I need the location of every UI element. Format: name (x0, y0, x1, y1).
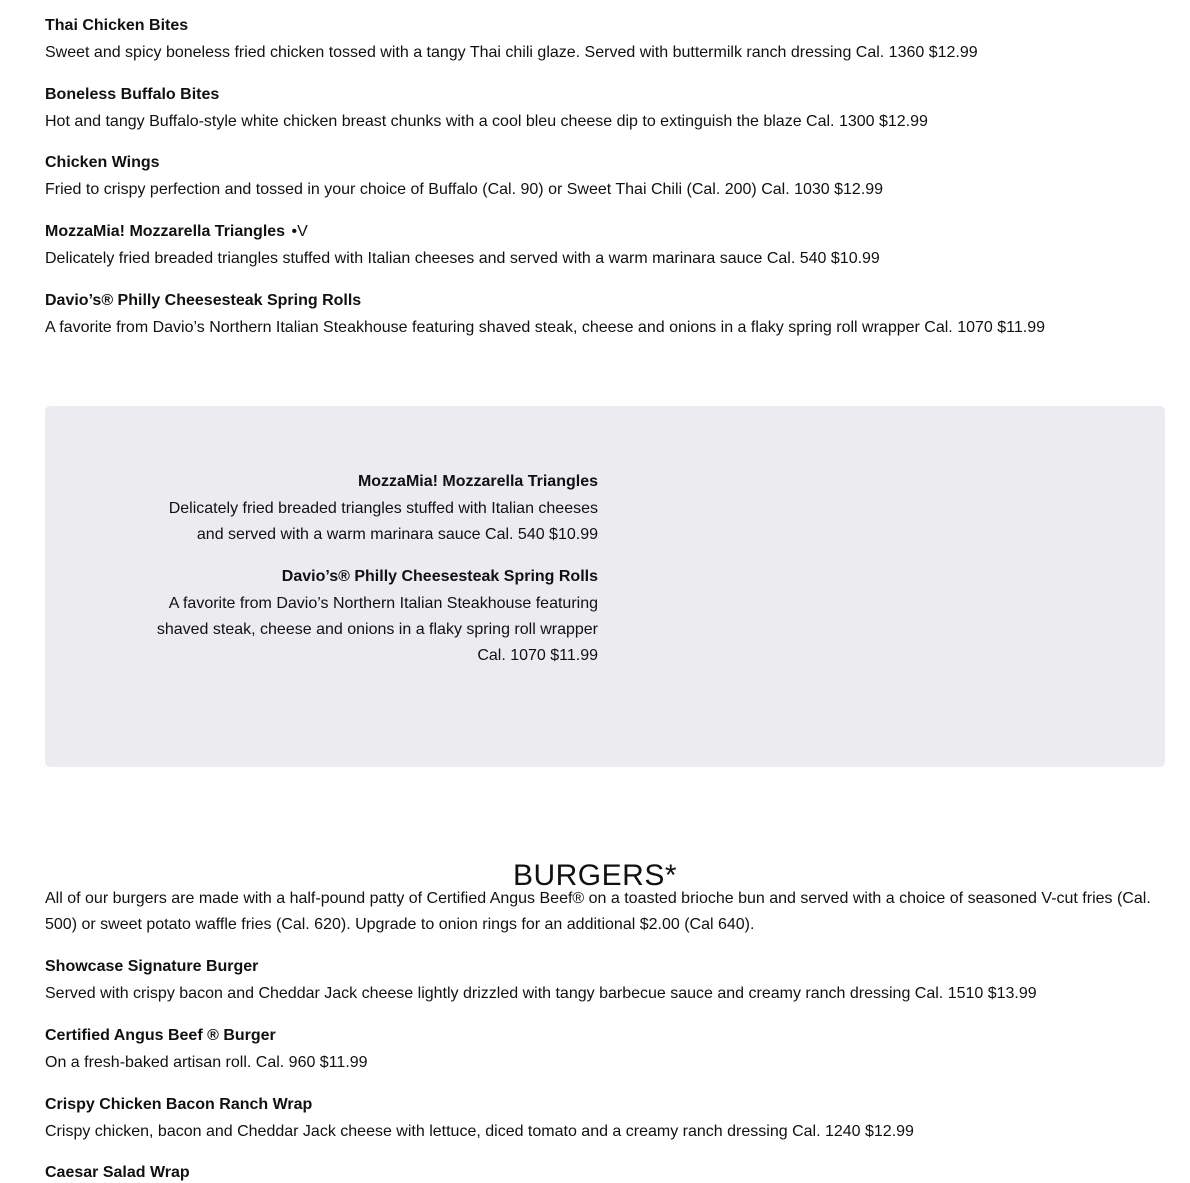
menu-item-caesar-salad-wrap (45, 1163, 1155, 1183)
menu-item-philly-spring-rolls (45, 291, 1155, 341)
item-name: Chicken Wings (45, 154, 160, 171)
section-intro: All of our burgers are made with a half-pound patty of Certified Angus Beef® on a toasted brioche bun and served with a choice of seasoned V-cut fries (Cal. 500) or sweet potato waffle fries (Cal. 620). Upgrade to onion rings for an additional $2.00 (Cal 640). (45, 890, 1151, 933)
featured-item-mozzarella-triangles (138, 472, 598, 548)
menu-item-boneless-buffalo-bites (45, 85, 1155, 135)
item-name: Showcase Signature Burger (45, 958, 259, 975)
item-name: Crispy Chicken Bacon Ranch Wrap (45, 1096, 313, 1113)
item-name: Thai Chicken Bites (45, 17, 189, 34)
section-heading-burgers: BURGERS* (512, 858, 678, 892)
vegetarian-badge: •V (291, 223, 308, 240)
menu-item-chicken-wings (45, 153, 1155, 203)
item-name: Caesar Salad Wrap (45, 1164, 190, 1181)
item-name: Boneless Buffalo Bites (45, 86, 220, 103)
item-description: Hot and tangy Buffalo-style white chicken breast chunks with a cool bleu cheese dip to extinguish the blaze Cal. 1300 $12.99 (45, 113, 928, 130)
item-description: Delicately fried breaded triangles stuffed with Italian cheeses and served with a warm marinara sauce Cal. 540 $10.99 (168, 500, 598, 543)
menu-item-mozzarella-triangles (45, 222, 1155, 272)
item-description: Fried to crispy perfection and tossed in your choice of Buffalo (Cal. 90) or Sweet Thai Chili (Cal. 200) Cal. 1030 $12.99 (45, 181, 884, 198)
menu-item-chicken-bacon-ranch-wrap (45, 1095, 1155, 1145)
item-description: A favorite from Davio’s Northern Italian Steakhouse featuring shaved steak, cheese and onions in a flaky spring roll wrapper Cal. 1070 $11.99 (45, 319, 1045, 336)
item-name: Davio’s® Philly Cheesesteak Spring Rolls (281, 568, 598, 585)
item-description: Delicately fried breaded triangles stuffed with Italian cheeses and served with a warm marinara sauce Cal. 540 $10.99 (45, 250, 880, 267)
item-description: Crispy chicken, bacon and Cheddar Jack cheese with lettuce, diced tomato and a creamy ranch dressing Cal. 1240 $12.99 (45, 1123, 914, 1140)
item-name: Certified Angus Beef ® Burger (45, 1027, 276, 1044)
item-name: Davio’s® Philly Cheesesteak Spring Rolls (45, 292, 362, 309)
item-name-row (45, 222, 1155, 242)
menu-item-thai-chicken-bites (45, 16, 1155, 66)
item-description: On a fresh-baked artisan roll. Cal. 960 $11.99 (45, 1054, 368, 1071)
item-name: MozzaMia! Mozzarella Triangles (45, 223, 286, 240)
menu-item-showcase-signature-burger (45, 957, 1155, 1007)
item-description: Sweet and spicy boneless fried chicken tossed with a tangy Thai chili glaze. Served with buttermilk ranch dressing Cal. 1360 $12.99 (45, 44, 978, 61)
featured-item-philly-spring-rolls (138, 567, 598, 669)
menu-item-angus-beef-burger (45, 1026, 1155, 1076)
item-description: A favorite from Davio’s Northern Italian Steakhouse featuring shaved steak, cheese and onions in a flaky spring roll wrapper Cal. 1070 $11.99 (156, 595, 598, 664)
item-name: MozzaMia! Mozzarella Triangles (357, 473, 598, 490)
item-description: Served with crispy bacon and Cheddar Jack cheese lightly drizzled with tangy barbecue sauce and creamy ranch dressing Cal. 1510 $13.99 (45, 985, 1037, 1002)
